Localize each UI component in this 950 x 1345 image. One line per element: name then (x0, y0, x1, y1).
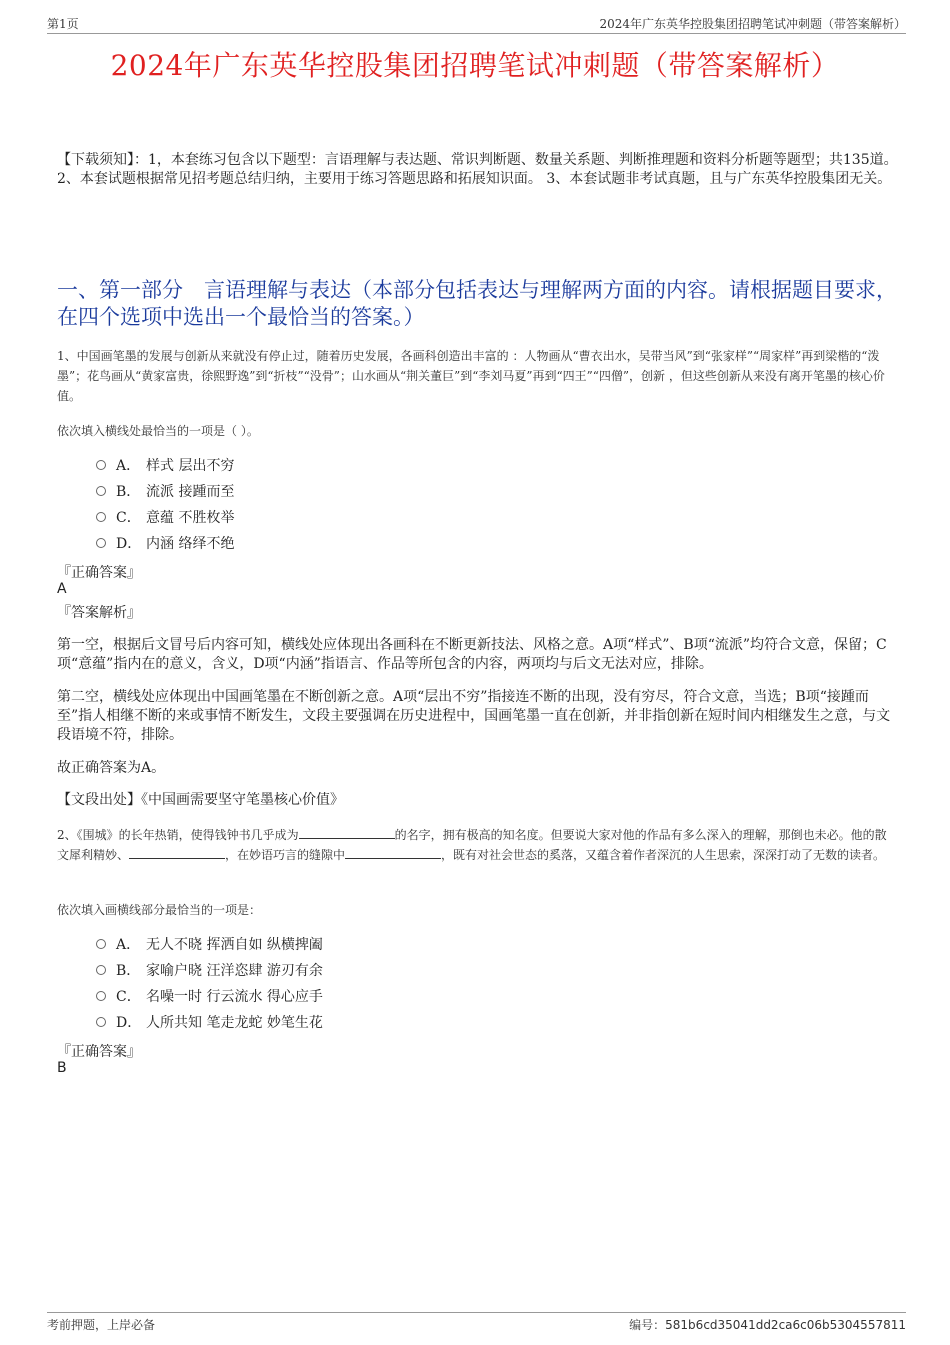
footer-divider (47, 1312, 906, 1313)
radio-icon[interactable] (96, 1017, 106, 1027)
radio-icon[interactable] (96, 486, 106, 496)
question-2-option-b[interactable]: B． 家喻户晓 汪洋恣肆 游刃有余 (96, 957, 323, 983)
footer-code: 编号：581b6cd35041dd2ca6c06b5304557811 (629, 1318, 906, 1332)
question-1-option-b[interactable]: B． 流派 接踵而至 (96, 478, 234, 504)
question-1-option-d[interactable]: D． 内涵 络绎不绝 (96, 530, 234, 556)
question-2-prompt: 依次填入画横线部分最恰当的一项是： (57, 903, 262, 917)
radio-icon[interactable] (96, 538, 106, 548)
question-1-conclusion: 故正确答案为A。 (57, 760, 166, 776)
download-notice: 【下载须知】：1，本套练习包含以下题型：言语理解与表达题、常识判断题、数量关系题、判断推理题和资料分析题等题型；共135道。 2、本套试题根据常见招考题总结归纳，主要用于练习答题思路和拓展知识面。 3、本套试题非考试真题，且与广东英华控股集团无关。 (57, 152, 898, 187)
question-1-analysis-1: 第一空，根据后文冒号后内容可知，横线处应体现出各画科在不断更新技法、风格之意。A项“样式”、B项“流派”均符合文意，保留；C项“意蕴”指内在的意义，含义，D项“内涵”指语言、作品等所包含的内容，两项均与后文无法对应，排除。 (57, 637, 887, 672)
blank-2 (129, 846, 225, 859)
radio-icon[interactable] (96, 965, 106, 975)
radio-icon[interactable] (96, 939, 106, 949)
question-1-analysis-2: 第二空，横线处应体现出中国画笔墨在不断创新之意。A项“层出不穷”指接连不断的出现，没有穷尽，符合文意，当选；B项“接踵而至”指人相继不断的来或事情不断发生，文段主要强调在历史进程中，国画笔墨一直在创新，并非指创新在短时间内相继发生之意，与文段语境不符，排除。 (57, 689, 891, 743)
page-header (47, 15, 906, 34)
question-1-option-c[interactable]: C． 意蕴 不胜枚举 (96, 504, 234, 530)
question-2-answer: B (57, 1060, 67, 1076)
question-1-source: 【文段出处】《中国画需要坚守笔墨核心价值》 (57, 792, 344, 808)
answer-analysis-label: 『答案解析』 (57, 605, 141, 621)
footer-slogan: 考前押题，上岸必备 (47, 1318, 156, 1332)
question-1-stem: 1、中国画笔墨的发展与创新从来就没有停止过，随着历史发展，各画科创造出丰富的 ：人物画从“曹衣出水，吴带当风”到“张家样”“周家样”再到梁楷的“泼墨”；花鸟画从“黄家富贵，徐熙野逸”到“折枝”“没骨”；山水画从“荆关董巨”到“李刘马夏”再到“四王”“四僧”，创新 ，但这些创新从来没有离开笔墨的核心价值。 (57, 349, 885, 403)
header-doc-title: 2024年广东英华控股集团招聘笔试冲刺题（带答案解析） (599, 17, 906, 31)
blank-3 (345, 846, 441, 859)
radio-icon[interactable] (96, 991, 106, 1001)
question-1-option-a[interactable]: A． 样式 层出不穷 (96, 452, 234, 478)
question-2-option-d[interactable]: D． 人所共知 笔走龙蛇 妙笔生花 (96, 1009, 323, 1035)
radio-icon[interactable] (96, 460, 106, 470)
blank-1 (299, 826, 395, 839)
question-1-answer: A (57, 581, 67, 597)
question-1-options (96, 452, 234, 556)
radio-icon[interactable] (96, 512, 106, 522)
section-heading: 一、第一部分 言语理解与表达（本部分包括表达与理解两方面的内容。请根据题目要求，在四个选项中选出一个最恰当的答案。） (57, 278, 897, 329)
question-2-stem: 2、《围城》的长年热销，使得钱钟书几乎成为 的名字，拥有极高的知名度。但要说大家对他的作品有多么深入的理解，那倒也未必。他的散文犀利精妙、 ，在妙语巧言的缝隙中 ，既有对社会世态的奚落，又蕴含着作者深沉的人生思索，深深打动了无数的读者。 (57, 828, 887, 862)
correct-answer-label: 『正确答案』 (57, 565, 141, 581)
correct-answer-label: 『正确答案』 (57, 1044, 141, 1060)
question-2-options (96, 931, 323, 1035)
question-2-option-c[interactable]: C． 名噪一时 行云流水 得心应手 (96, 983, 323, 1009)
page-number: 第1页 (47, 17, 79, 31)
question-2-option-a[interactable]: A． 无人不晓 挥洒自如 纵横捭阖 (96, 931, 323, 957)
document-title: 2024年广东英华控股集团招聘笔试冲刺题（带答案解析） (110, 49, 840, 82)
question-1-prompt: 依次填入横线处最恰当的一项是（ ）。 (57, 424, 259, 438)
